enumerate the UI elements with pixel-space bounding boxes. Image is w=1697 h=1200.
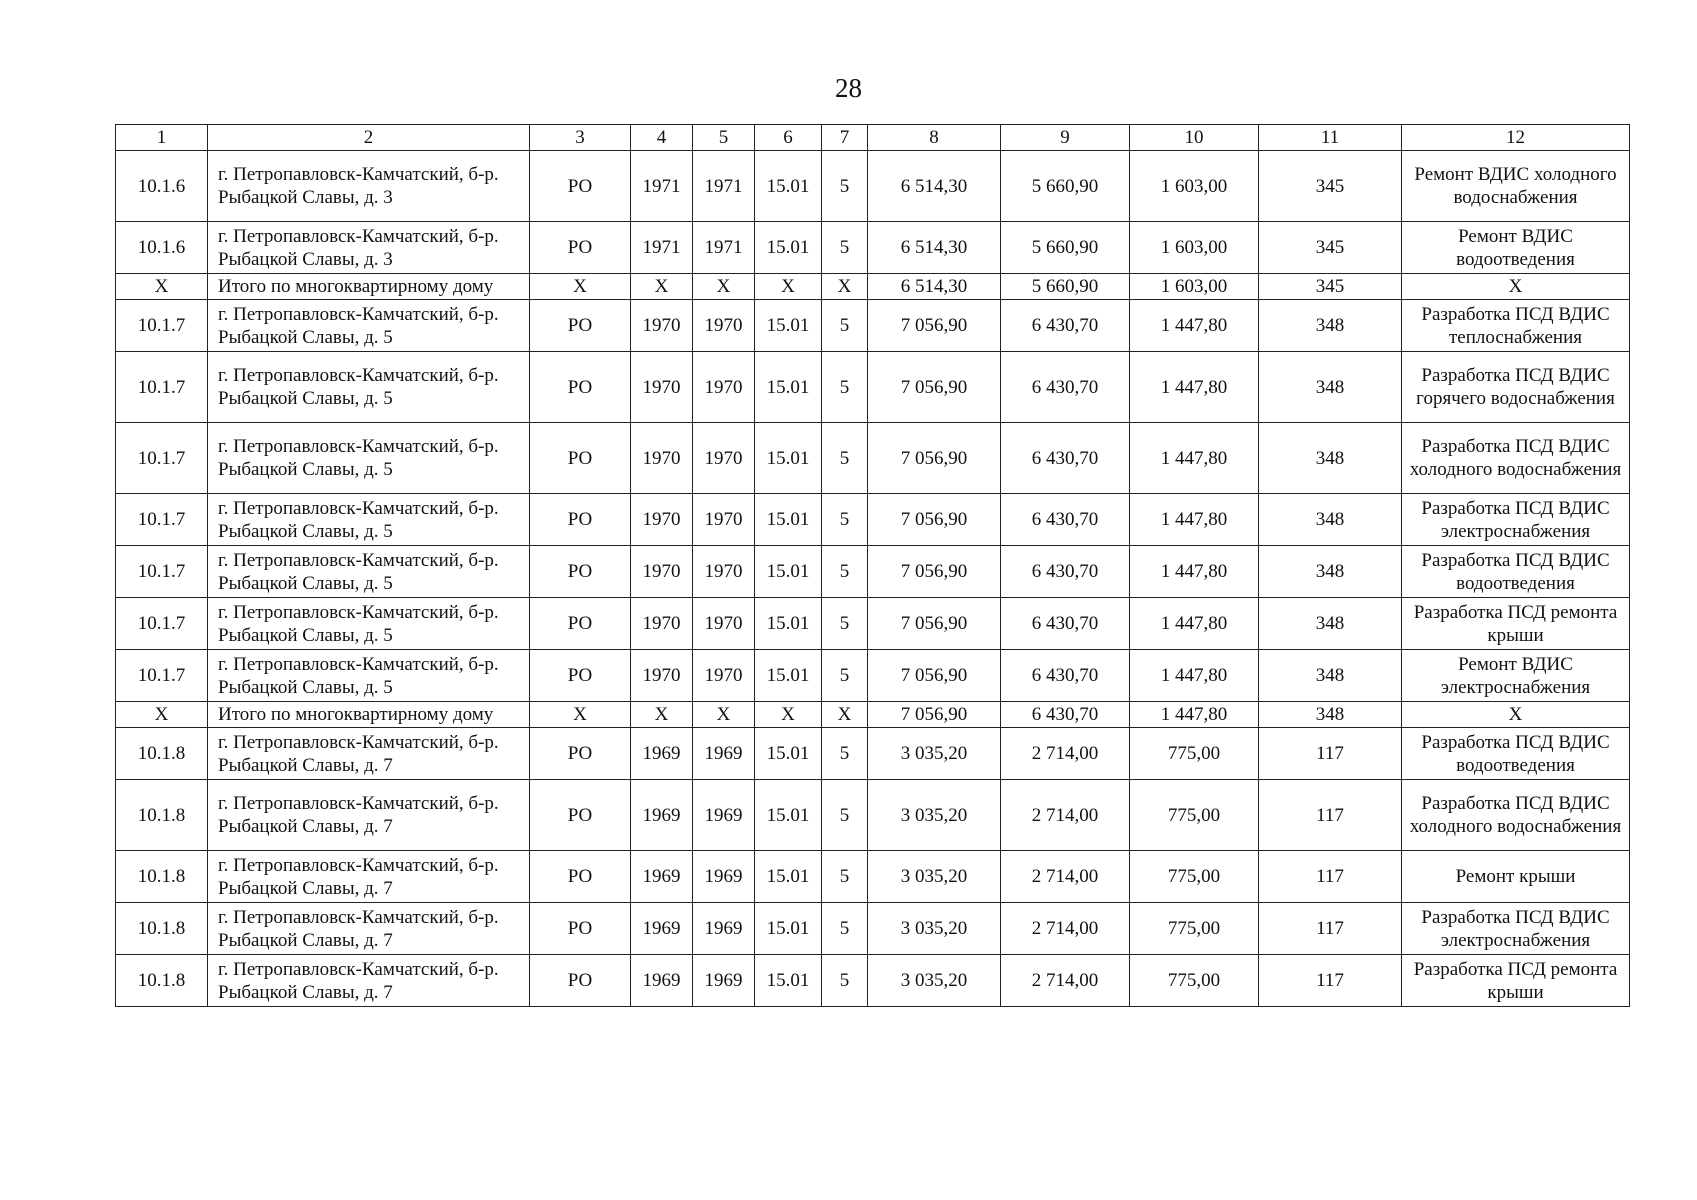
table-row bbox=[116, 598, 1630, 650]
column-header: 9 bbox=[1001, 125, 1130, 151]
table-cell: 5 660,90 bbox=[1001, 222, 1130, 274]
table-cell: Разработка ПСД ремонта крыши bbox=[1402, 598, 1630, 650]
table-cell: г. Петропавловск-Камчатский, б-р. Рыбацкой Славы, д. 3 bbox=[208, 151, 530, 222]
table-cell: 348 bbox=[1259, 300, 1402, 352]
table-row bbox=[116, 222, 1630, 274]
table-cell: X bbox=[530, 274, 631, 300]
table-cell: 15.01 bbox=[755, 903, 822, 955]
table-cell: 1971 bbox=[631, 222, 693, 274]
table-row bbox=[116, 300, 1630, 352]
table-row bbox=[116, 728, 1630, 780]
table-row bbox=[116, 423, 1630, 494]
table-cell: 10.1.6 bbox=[116, 222, 208, 274]
table-cell: 2 714,00 bbox=[1001, 955, 1130, 1007]
table-cell: X bbox=[693, 274, 755, 300]
table-cell: 1970 bbox=[631, 352, 693, 423]
table-cell: г. Петропавловск-Камчатский, б-р. Рыбацкой Славы, д. 5 bbox=[208, 352, 530, 423]
table-cell: РО bbox=[530, 546, 631, 598]
table-cell: 1970 bbox=[631, 423, 693, 494]
table-cell: 1971 bbox=[693, 222, 755, 274]
table-cell: 5 bbox=[822, 780, 868, 851]
table-cell: 7 056,90 bbox=[868, 494, 1001, 546]
table-cell: 15.01 bbox=[755, 423, 822, 494]
table-row bbox=[116, 851, 1630, 903]
table-cell: 15.01 bbox=[755, 546, 822, 598]
table-cell: X bbox=[116, 274, 208, 300]
table-cell: г. Петропавловск-Камчатский, б-р. Рыбацкой Славы, д. 5 bbox=[208, 423, 530, 494]
table-cell: 7 056,90 bbox=[868, 300, 1001, 352]
table-row bbox=[116, 352, 1630, 423]
table-cell: 5 660,90 bbox=[1001, 151, 1130, 222]
column-header: 3 bbox=[530, 125, 631, 151]
table-cell: Ремонт крыши bbox=[1402, 851, 1630, 903]
table-cell: 5 bbox=[822, 598, 868, 650]
table-cell: 5 bbox=[822, 494, 868, 546]
table-cell: Ремонт ВДИС холодного водоснабжения bbox=[1402, 151, 1630, 222]
table-cell: г. Петропавловск-Камчатский, б-р. Рыбацкой Славы, д. 7 bbox=[208, 851, 530, 903]
table-cell: г. Петропавловск-Камчатский, б-р. Рыбацкой Славы, д. 7 bbox=[208, 728, 530, 780]
table-cell: 10.1.7 bbox=[116, 650, 208, 702]
table-cell: 5 bbox=[822, 851, 868, 903]
table-cell: 10.1.6 bbox=[116, 151, 208, 222]
table-cell: 775,00 bbox=[1130, 728, 1259, 780]
table-cell: 348 bbox=[1259, 650, 1402, 702]
table-cell: 1971 bbox=[693, 151, 755, 222]
table-cell: 117 bbox=[1259, 851, 1402, 903]
table-cell: 5 bbox=[822, 222, 868, 274]
table-cell: Разработка ПСД ВДИС электроснабжения bbox=[1402, 494, 1630, 546]
table-row bbox=[116, 546, 1630, 598]
table-cell: 2 714,00 bbox=[1001, 903, 1130, 955]
table-cell: 10.1.7 bbox=[116, 352, 208, 423]
table-cell: 10.1.7 bbox=[116, 300, 208, 352]
table-cell: 6 430,70 bbox=[1001, 352, 1130, 423]
table-cell: РО bbox=[530, 903, 631, 955]
table-cell: X bbox=[755, 702, 822, 728]
table-cell: 10.1.8 bbox=[116, 728, 208, 780]
table-row bbox=[116, 494, 1630, 546]
table-cell: 1 447,80 bbox=[1130, 702, 1259, 728]
table-cell: 348 bbox=[1259, 494, 1402, 546]
table-cell: 6 430,70 bbox=[1001, 494, 1130, 546]
table-cell: г. Петропавловск-Камчатский, б-р. Рыбацкой Славы, д. 5 bbox=[208, 546, 530, 598]
table-cell: 7 056,90 bbox=[868, 650, 1001, 702]
table-cell: 1970 bbox=[693, 598, 755, 650]
table-cell: 5 bbox=[822, 650, 868, 702]
table-cell: 117 bbox=[1259, 903, 1402, 955]
table-cell: 1969 bbox=[631, 955, 693, 1007]
table-cell: г. Петропавловск-Камчатский, б-р. Рыбацкой Славы, д. 7 bbox=[208, 780, 530, 851]
column-header: 2 bbox=[208, 125, 530, 151]
table-cell: 348 bbox=[1259, 598, 1402, 650]
table-cell: 7 056,90 bbox=[868, 546, 1001, 598]
table-cell: 15.01 bbox=[755, 151, 822, 222]
column-header: 6 bbox=[755, 125, 822, 151]
table-cell: X bbox=[530, 702, 631, 728]
table-header-row bbox=[116, 125, 1630, 151]
table-cell: 1 603,00 bbox=[1130, 274, 1259, 300]
table-cell: РО bbox=[530, 598, 631, 650]
table-cell: 5 bbox=[822, 955, 868, 1007]
table-cell: 6 514,30 bbox=[868, 274, 1001, 300]
table-cell: Разработка ПСД ВДИС холодного водоснабжения bbox=[1402, 780, 1630, 851]
table-cell: г. Петропавловск-Камчатский, б-р. Рыбацкой Славы, д. 5 bbox=[208, 650, 530, 702]
table-cell: РО bbox=[530, 300, 631, 352]
table-cell: 10.1.7 bbox=[116, 598, 208, 650]
table-cell: 1969 bbox=[693, 780, 755, 851]
table-cell: 775,00 bbox=[1130, 851, 1259, 903]
table-cell: 7 056,90 bbox=[868, 352, 1001, 423]
table-cell: 1970 bbox=[631, 650, 693, 702]
table-cell: 1 447,80 bbox=[1130, 598, 1259, 650]
table-cell: 1969 bbox=[693, 728, 755, 780]
table-cell: 6 430,70 bbox=[1001, 702, 1130, 728]
table-cell: X bbox=[1402, 274, 1630, 300]
table-cell: 5 660,90 bbox=[1001, 274, 1130, 300]
table-cell: Разработка ПСД ВДИС водоотведения bbox=[1402, 728, 1630, 780]
table-cell: РО bbox=[530, 494, 631, 546]
table-cell: 1970 bbox=[631, 494, 693, 546]
table-cell: г. Петропавловск-Камчатский, б-р. Рыбацкой Славы, д. 3 bbox=[208, 222, 530, 274]
table-cell: Ремонт ВДИС электроснабжения bbox=[1402, 650, 1630, 702]
table-cell: РО bbox=[530, 423, 631, 494]
table-cell: 3 035,20 bbox=[868, 903, 1001, 955]
table-cell: 6 430,70 bbox=[1001, 546, 1130, 598]
table-cell: г. Петропавловск-Камчатский, б-р. Рыбацкой Славы, д. 5 bbox=[208, 598, 530, 650]
table-cell: 1969 bbox=[693, 851, 755, 903]
table-cell: 3 035,20 bbox=[868, 780, 1001, 851]
table-cell: 1 447,80 bbox=[1130, 494, 1259, 546]
table-row bbox=[116, 955, 1630, 1007]
table-cell: X bbox=[822, 702, 868, 728]
table-cell: 7 056,90 bbox=[868, 423, 1001, 494]
table-cell: Ремонт ВДИС водоотведения bbox=[1402, 222, 1630, 274]
table-row bbox=[116, 903, 1630, 955]
table-cell: РО bbox=[530, 728, 631, 780]
table-cell: 345 bbox=[1259, 222, 1402, 274]
table-cell: г. Петропавловск-Камчатский, б-р. Рыбацкой Славы, д. 5 bbox=[208, 494, 530, 546]
table-cell: 1969 bbox=[631, 903, 693, 955]
table-cell: 5 bbox=[822, 546, 868, 598]
table-cell: 10.1.8 bbox=[116, 780, 208, 851]
table-cell: РО bbox=[530, 352, 631, 423]
table-cell: 345 bbox=[1259, 274, 1402, 300]
table-cell: 6 430,70 bbox=[1001, 650, 1130, 702]
table-cell: 2 714,00 bbox=[1001, 851, 1130, 903]
table-cell: 1 603,00 bbox=[1130, 222, 1259, 274]
table-cell: 1 447,80 bbox=[1130, 352, 1259, 423]
table-cell: 10.1.7 bbox=[116, 494, 208, 546]
table-cell: 1969 bbox=[693, 903, 755, 955]
table-cell: 775,00 bbox=[1130, 955, 1259, 1007]
table-cell: 2 714,00 bbox=[1001, 780, 1130, 851]
table-cell: 1 447,80 bbox=[1130, 650, 1259, 702]
table-cell: 10.1.8 bbox=[116, 955, 208, 1007]
table-cell: X bbox=[1402, 702, 1630, 728]
table-cell: Разработка ПСД ВДИС холодного водоснабжения bbox=[1402, 423, 1630, 494]
table-cell: 15.01 bbox=[755, 955, 822, 1007]
column-header: 8 bbox=[868, 125, 1001, 151]
table-cell: 6 430,70 bbox=[1001, 423, 1130, 494]
column-header: 10 bbox=[1130, 125, 1259, 151]
table-cell: 5 bbox=[822, 728, 868, 780]
table-cell: 1969 bbox=[631, 780, 693, 851]
table-cell: РО bbox=[530, 955, 631, 1007]
table-cell: 1 447,80 bbox=[1130, 423, 1259, 494]
table-cell: 5 bbox=[822, 423, 868, 494]
table-cell: Разработка ПСД ВДИС водоотведения bbox=[1402, 546, 1630, 598]
table-cell: X bbox=[631, 274, 693, 300]
table-cell: 1970 bbox=[631, 546, 693, 598]
table-cell: РО bbox=[530, 851, 631, 903]
column-header: 5 bbox=[693, 125, 755, 151]
table-cell: 10.1.8 bbox=[116, 903, 208, 955]
table-cell: Итого по многоквартирному дому bbox=[208, 702, 530, 728]
column-header: 4 bbox=[631, 125, 693, 151]
table-cell: 1971 bbox=[631, 151, 693, 222]
table-cell: 6 430,70 bbox=[1001, 300, 1130, 352]
table-cell: 1970 bbox=[631, 598, 693, 650]
table-cell: X bbox=[755, 274, 822, 300]
table-cell: 2 714,00 bbox=[1001, 728, 1130, 780]
table-cell: 6 514,30 bbox=[868, 151, 1001, 222]
table-cell: 10.1.8 bbox=[116, 851, 208, 903]
table-cell: 348 bbox=[1259, 702, 1402, 728]
table-cell: 15.01 bbox=[755, 851, 822, 903]
table-cell: 5 bbox=[822, 300, 868, 352]
table-cell: РО bbox=[530, 650, 631, 702]
table-cell: 15.01 bbox=[755, 650, 822, 702]
table-cell: 348 bbox=[1259, 546, 1402, 598]
table-cell: 6 514,30 bbox=[868, 222, 1001, 274]
table-cell: 117 bbox=[1259, 955, 1402, 1007]
table-body bbox=[116, 125, 1630, 1007]
table-cell: 1 447,80 bbox=[1130, 546, 1259, 598]
table-cell: 1970 bbox=[693, 352, 755, 423]
table-cell: 10.1.7 bbox=[116, 546, 208, 598]
table-cell: 15.01 bbox=[755, 494, 822, 546]
table-cell: X bbox=[822, 274, 868, 300]
table-cell: 15.01 bbox=[755, 352, 822, 423]
table-cell: 1 447,80 bbox=[1130, 300, 1259, 352]
table-cell: 1969 bbox=[693, 955, 755, 1007]
table-cell: Разработка ПСД ремонта крыши bbox=[1402, 955, 1630, 1007]
table-row bbox=[116, 780, 1630, 851]
table-row bbox=[116, 650, 1630, 702]
table-cell: 5 bbox=[822, 903, 868, 955]
table-cell: Разработка ПСД ВДИС электроснабжения bbox=[1402, 903, 1630, 955]
table-cell: Разработка ПСД ВДИС горячего водоснабжения bbox=[1402, 352, 1630, 423]
total-row bbox=[116, 702, 1630, 728]
table-cell: 15.01 bbox=[755, 222, 822, 274]
table-cell: РО bbox=[530, 151, 631, 222]
page-number: 28 bbox=[835, 73, 862, 103]
table-cell: г. Петропавловск-Камчатский, б-р. Рыбацкой Славы, д. 7 bbox=[208, 903, 530, 955]
column-header: 11 bbox=[1259, 125, 1402, 151]
table-cell: 7 056,90 bbox=[868, 598, 1001, 650]
table-cell: 3 035,20 bbox=[868, 728, 1001, 780]
table-cell: 1970 bbox=[693, 650, 755, 702]
table-cell: 1969 bbox=[631, 728, 693, 780]
table-cell: Разработка ПСД ВДИС теплоснабжения bbox=[1402, 300, 1630, 352]
column-header: 7 bbox=[822, 125, 868, 151]
table-cell: 117 bbox=[1259, 780, 1402, 851]
table-cell: 1970 bbox=[631, 300, 693, 352]
table-cell: 775,00 bbox=[1130, 780, 1259, 851]
table-cell: г. Петропавловск-Камчатский, б-р. Рыбацкой Славы, д. 5 bbox=[208, 300, 530, 352]
table-cell: 348 bbox=[1259, 352, 1402, 423]
table-cell: X bbox=[631, 702, 693, 728]
table-cell: 15.01 bbox=[755, 598, 822, 650]
table-cell: X bbox=[116, 702, 208, 728]
column-header: 1 bbox=[116, 125, 208, 151]
table-cell: 345 bbox=[1259, 151, 1402, 222]
table-cell: 15.01 bbox=[755, 780, 822, 851]
column-header: 12 bbox=[1402, 125, 1630, 151]
table-cell: 5 bbox=[822, 352, 868, 423]
table-cell: РО bbox=[530, 222, 631, 274]
table-cell: 3 035,20 bbox=[868, 851, 1001, 903]
data-table bbox=[115, 124, 1630, 1007]
table-cell: г. Петропавловск-Камчатский, б-р. Рыбацкой Славы, д. 7 bbox=[208, 955, 530, 1007]
table-cell: 1 603,00 bbox=[1130, 151, 1259, 222]
total-row bbox=[116, 274, 1630, 300]
table-cell: 1970 bbox=[693, 300, 755, 352]
table-cell: 1970 bbox=[693, 423, 755, 494]
table-cell: 7 056,90 bbox=[868, 702, 1001, 728]
table-cell: 5 bbox=[822, 151, 868, 222]
table-row bbox=[116, 151, 1630, 222]
table-cell: 348 bbox=[1259, 423, 1402, 494]
table-cell: Итого по многоквартирному дому bbox=[208, 274, 530, 300]
table-cell: 775,00 bbox=[1130, 903, 1259, 955]
table-cell: X bbox=[693, 702, 755, 728]
table-cell: 1969 bbox=[631, 851, 693, 903]
table-cell: 6 430,70 bbox=[1001, 598, 1130, 650]
table-cell: 117 bbox=[1259, 728, 1402, 780]
table-cell: РО bbox=[530, 780, 631, 851]
table-cell: 15.01 bbox=[755, 300, 822, 352]
table-cell: 1970 bbox=[693, 546, 755, 598]
table-cell: 3 035,20 bbox=[868, 955, 1001, 1007]
table-cell: 10.1.7 bbox=[116, 423, 208, 494]
table-cell: 1970 bbox=[693, 494, 755, 546]
table-cell: 15.01 bbox=[755, 728, 822, 780]
